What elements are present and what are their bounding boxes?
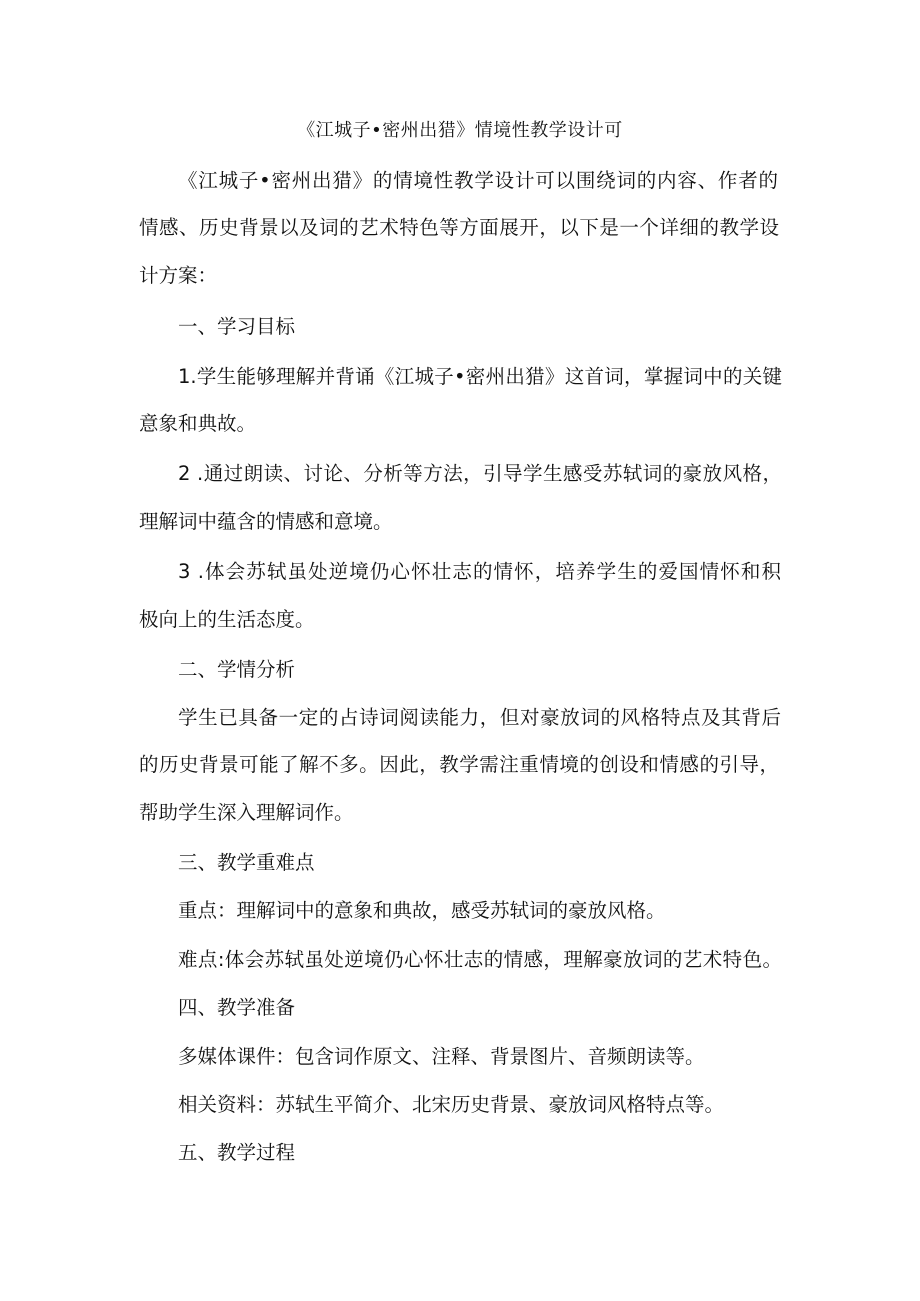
goal-2-line-1: 2 .通过朗读、讨论、分析等方法，引导学生感受苏轼词的豪放风格， (178, 462, 782, 485)
document-title: 《江城子•密州出猎》情境性教学设计可 (297, 120, 623, 141)
intro-line-1: 《江城子•密州出猎》的情境性教学设计可以围绕词的内容、作者的 (178, 169, 778, 192)
analysis-line-1: 学生已具备一定的占诗词阅读能力，但对豪放词的风格特点及其背后 (178, 706, 781, 729)
goal-3-line-1: 3 .体会苏轼虽处逆境仍心怀壮志的情怀，培养学生的爱国情怀和积 (178, 560, 781, 583)
section-heading-preparation: 四、教学准备 (178, 996, 296, 1019)
section-heading-goals: 一、学习目标 (178, 315, 296, 338)
intro-line-2: 情感、历史背景以及词的艺术特色等方面展开，以下是一个详细的教学设 (139, 216, 779, 239)
reference-materials: 相关资料：苏轼生平简介、北宋历史背景、豪放词风格特点等。 (178, 1093, 725, 1116)
intro-line-3: 计方案： (139, 264, 218, 287)
section-heading-process: 五、教学过程 (178, 1141, 296, 1164)
multimedia-materials: 多媒体课件：包含词作原文、注释、背景图片、音频朗读等。 (178, 1045, 705, 1068)
section-heading-key-points: 三、教学重难点 (178, 851, 315, 874)
goal-1-line-2: 意象和典故。 (139, 412, 257, 435)
key-point: 重点：理解词中的意象和典故，感受苏轼词的豪放风格。 (178, 899, 666, 922)
goal-2-line-2: 理解词中蕴含的情感和意境。 (139, 510, 393, 533)
analysis-line-3: 帮助学生深入理解词作。 (139, 801, 354, 824)
difficulty-point: 难点:体会苏轼虽处逆境仍心怀壮志的情感，理解豪放词的艺术特色。 (178, 948, 782, 971)
goal-3-line-2: 极向上的生活态度。 (139, 608, 315, 631)
goal-1-line-1: 1.学生能够理解并背诵《江城子•密州出猎》这首词，掌握词中的关键 (178, 365, 782, 388)
section-heading-analysis: 二、学情分析 (178, 658, 296, 681)
analysis-line-2: 的历史背景可能了解不多。因此，教学需注重情境的创设和情感的引导， (139, 753, 779, 776)
